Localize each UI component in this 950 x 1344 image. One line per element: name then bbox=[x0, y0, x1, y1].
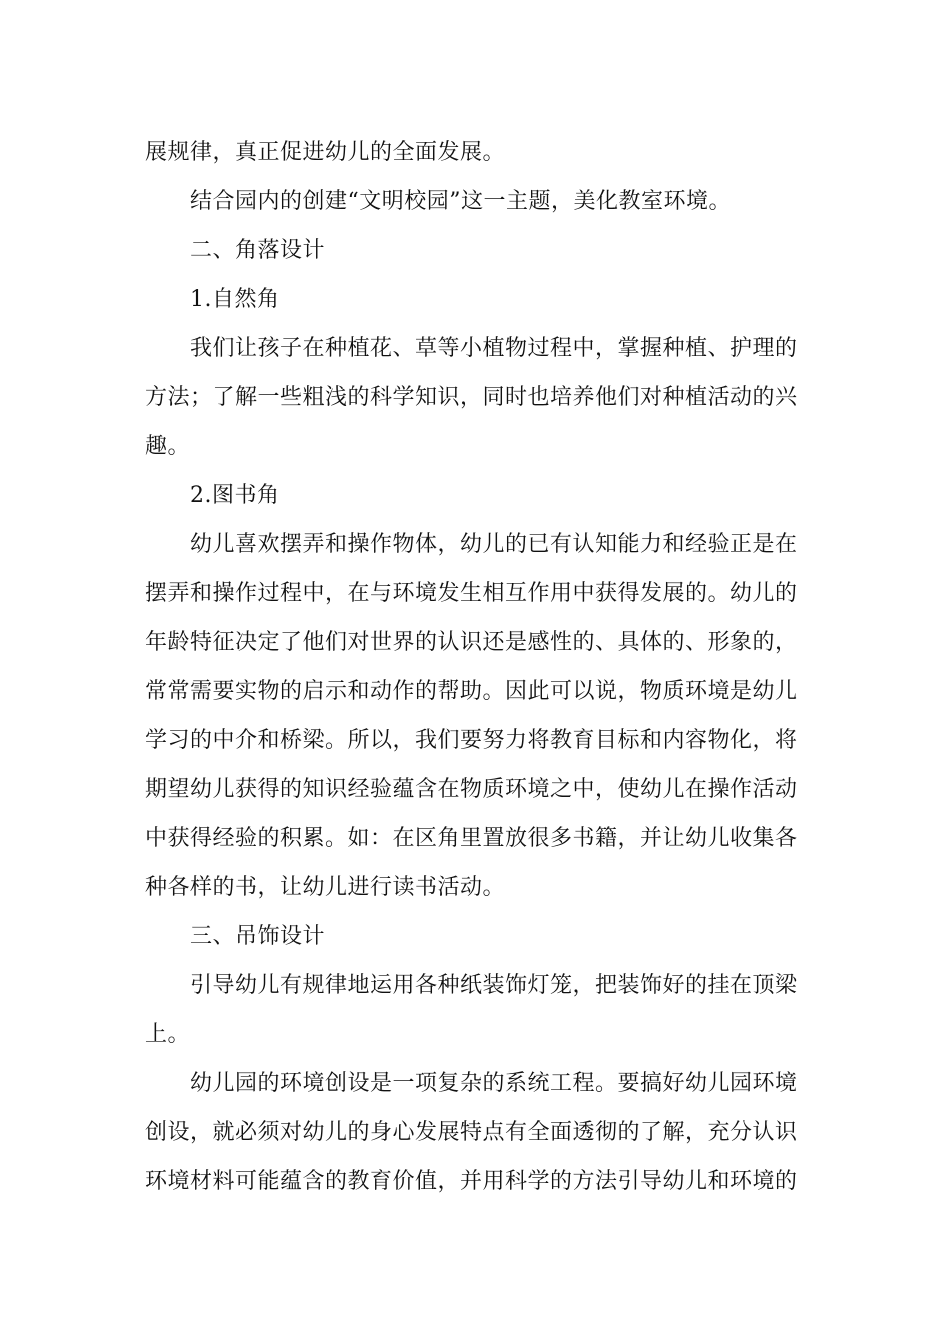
text-line: 上。 bbox=[145, 1022, 191, 1047]
text-line: 结合园内的创建“文明校园”这一主题，美化教室环境。 bbox=[190, 189, 731, 214]
text-line: 环境材料可能蕴含的教育价值，并用科学的方法引导幼儿和环境的 bbox=[145, 1169, 798, 1194]
text-line: 摆弄和操作过程中，在与环境发生相互作用中获得发展的。幼儿的 bbox=[145, 581, 798, 606]
text-line: 我们让孩子在种植花、草等小植物过程中，掌握种植、护理的 bbox=[190, 336, 798, 361]
text-line: 趣。 bbox=[145, 434, 191, 459]
text-line: 幼儿喜欢摆弄和操作物体，幼儿的已有认知能力和经验正是在 bbox=[190, 532, 798, 557]
text-line: 常常需要实物的启示和动作的帮助。因此可以说，物质环境是幼儿 bbox=[145, 679, 798, 704]
text-line: 展规律，真正促进幼儿的全面发展。 bbox=[145, 140, 506, 165]
text-line: 中获得经验的积累。如：在区角里置放很多书籍，并让幼儿收集各 bbox=[145, 826, 798, 851]
text-line: 引导幼儿有规律地运用各种纸装饰灯笼，把装饰好的挂在顶梁 bbox=[190, 973, 798, 998]
subsection-heading: 2.图书角 bbox=[190, 483, 280, 508]
section-heading: 二、角落设计 bbox=[190, 238, 326, 263]
text-line: 创设，就必须对幼儿的身心发展特点有全面透彻的了解，充分认识 bbox=[145, 1120, 798, 1145]
text-line: 学习的中介和桥梁。所以，我们要努力将教育目标和内容物化，将 bbox=[145, 728, 798, 753]
text-line: 方法；了解一些粗浅的科学知识，同时也培养他们对种植活动的兴 bbox=[145, 385, 798, 410]
text-line: 年龄特征决定了他们对世界的认识还是感性的、具体的、形象的， bbox=[145, 630, 798, 655]
subsection-heading: 1.自然角 bbox=[190, 287, 280, 312]
text-line: 种各样的书，让幼儿进行读书活动。 bbox=[145, 875, 506, 900]
section-heading: 三、吊饰设计 bbox=[190, 924, 326, 949]
document-body bbox=[145, 128, 798, 1206]
text-line: 期望幼儿获得的知识经验蕴含在物质环境之中，使幼儿在操作活动 bbox=[145, 777, 798, 802]
text-line: 幼儿园的环境创设是一项复杂的系统工程。要搞好幼儿园环境 bbox=[190, 1071, 798, 1096]
